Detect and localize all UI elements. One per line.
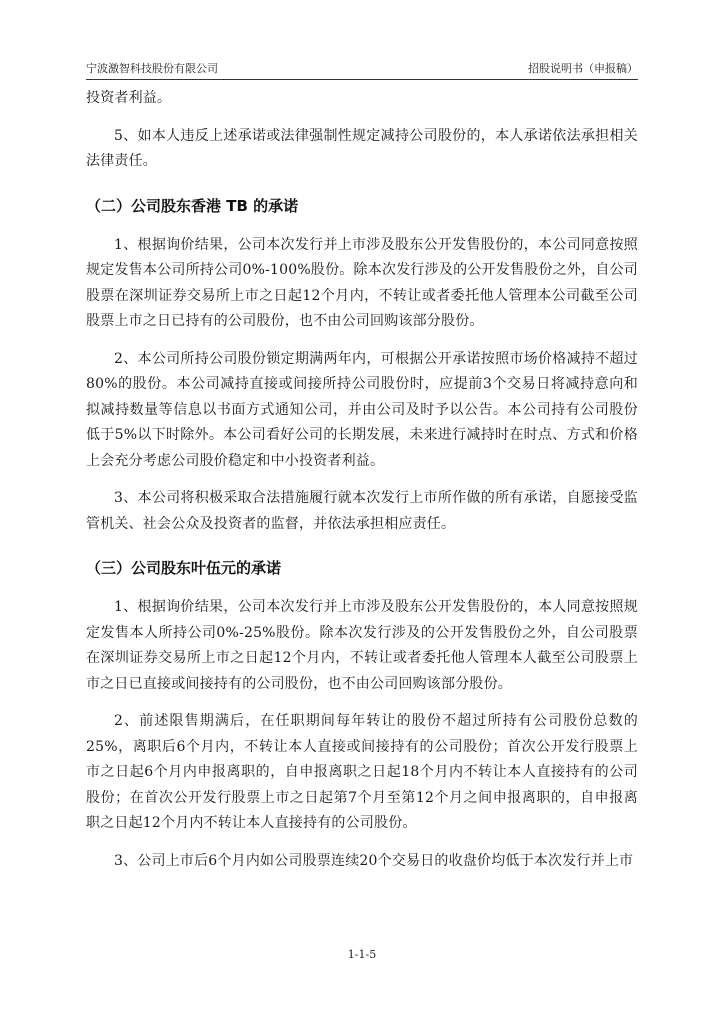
paragraph-commitment-5: 5、如本人违反上述承诺或法律强制性规定减持公司股份的，本人承诺依法承担相关法律责任。 — [86, 127, 638, 169]
section-title-ye-wuyuan: （三）公司股东叶伍元的承诺 — [86, 559, 282, 577]
paragraph-continued: 投资者利益。 — [86, 90, 172, 106]
header-company-name: 宁波激智科技股份有限公司 — [86, 62, 218, 75]
header-document-type: 招股说明书（申报稿） — [528, 62, 638, 75]
paragraph-hk-tb-1: 1、根据询价结果，公司本次发行并上市涉及股东公开发售股份的，本公司同意按照规定发售本公司所持公司0%-100%股份。除本次发行涉及的公开发售股份之外，自公司股票在深圳证券交易所上市之日起12个月内，不转让或者委托他人管理本公司截至公司股票上市之日已持有的公司股份，也不由公司回购该部分股份。 — [86, 236, 638, 329]
paragraph-ye-wuyuan-2: 2、前述限售期满后，在任职期间每年转让的股份不超过所持有公司股份总数的25%，离职后6个月内，不转让本人直接或间接持有的公司股份；首次公开发行股票上市之日起6个月内申报离职的，自申报离职之日起18个月内不转让本人直接持有的公司股份；在首次公开发行股票上市之日起第7个月至第12个月之间申报离职的，自申报离职之日起12个月内不转让本人直接持有的公司股份。 — [86, 713, 638, 831]
paragraph-hk-tb-2: 2、本公司所持公司股份锁定期满两年内，可根据公开承诺按照市场价格减持不超过80%的股份。本公司减持直接或间接所持公司股份时，应提前3个交易日将减持意向和拟减持数量等信息以书面方式通知公司，并由公司及时予以公告。本公司持有公司股份低于5%以下时除外。本公司看好公司的长期发展，未来进行减持时在时点、方式和价格上会充分考虑公司股价稳定和中小投资者利益。 — [86, 350, 638, 469]
page-header — [86, 58, 638, 78]
paragraph-hk-tb-3: 3、本公司将积极采取合法措施履行就本次发行上市所作做的所有承诺，自愿接受监管机关、社会公众及投资者的监督，并依法承担相应责任。 — [86, 490, 638, 532]
paragraph-ye-wuyuan-1: 1、根据询价结果，公司本次发行并上市涉及股东公开发售股份的，本人同意按照规定发售本人所持公司0%-25%股份。除本次发行涉及的公开发售股份之外，自公司股票在深圳证券交易所上市之日起12个月内，不转让或者委托他人管理本人截至公司股票上市之日已直接或间接持有的公司股份，也不由公司回购该部分股份。 — [86, 599, 638, 692]
document-body — [86, 86, 638, 886]
paragraph-ye-wuyuan-3: 3、公司上市后6个月内如公司股票连续20个交易日的收盘价均低于本次发行并上市 — [114, 852, 634, 869]
header-divider — [86, 79, 638, 80]
section-title-hk-tb: （二）公司股东香港 TB 的承诺 — [86, 196, 299, 215]
page-number: 1-1-5 — [347, 948, 377, 961]
